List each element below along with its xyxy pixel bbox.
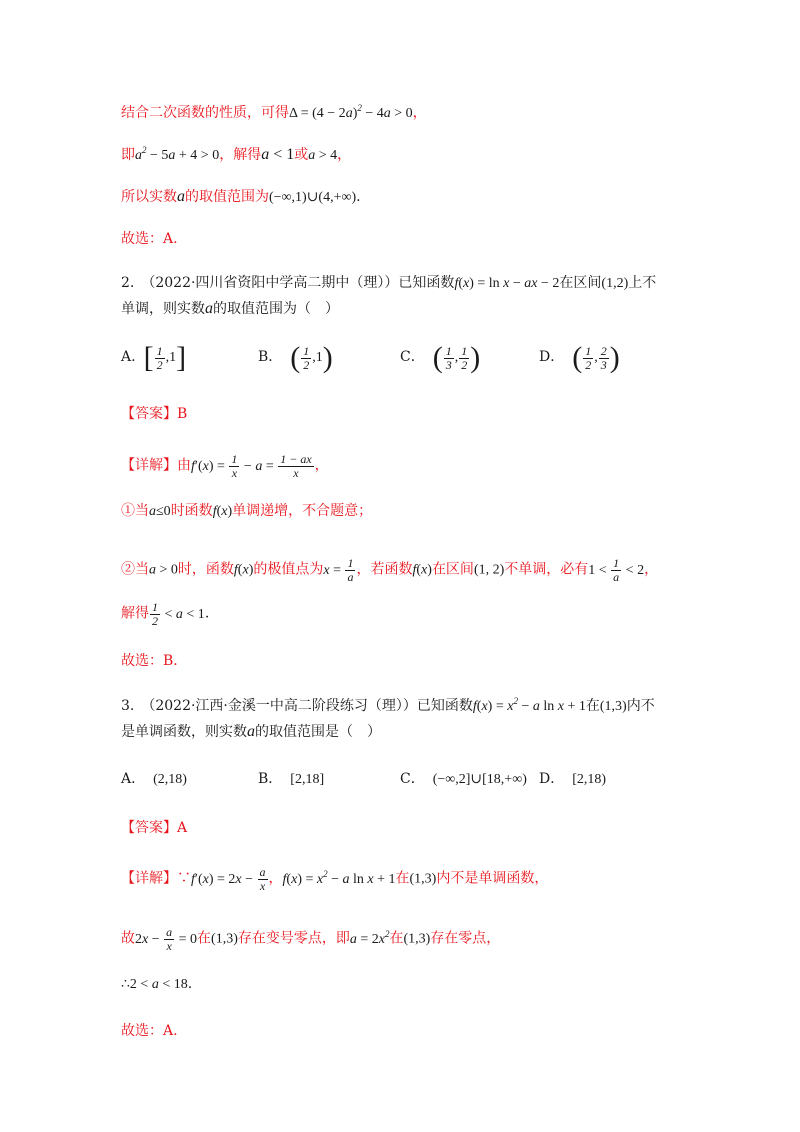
q2-case2: ②当a > 0时，函数f(x)的极值点为x = $\frac{1}{a}$ ，若函数f(x)在区间(1, 2)不单调，必有1 < $\frac{1}{a}$ < 2， xyxy=(121,556,659,584)
q2-case1: ①当a≤0时函数f(x)单调递增，不合题意； xyxy=(121,503,373,519)
q3-line2: 故2x − $\frac{a}{x}$ = 0在(1,3)存在变号零点，即$a = 2x^2$在(1,3)存在零点， xyxy=(121,925,501,953)
q2-stem-line2: 单调，则实数a的取值范围为（ ） xyxy=(121,300,339,317)
q2-option-c[interactable]: C． ( $\frac{1}{3}$ , $\frac{1}{2}$ ) xyxy=(400,341,481,374)
q2-option-d[interactable]: D． ( $\frac{1}{2}$ , $\frac{2}{3}$ ) xyxy=(539,341,620,374)
q3-answer: 【答案】A xyxy=(121,820,188,836)
q2-option-a[interactable]: A. [ $\frac{1}{2}$ ,1] xyxy=(121,341,187,374)
q2-detail: 【详解】由f′(x) = $\frac{1}{x}$ − a = $\frac{1 - ax}{x}$ ， xyxy=(121,452,329,480)
solution-a-gt-4: a > 4 xyxy=(308,148,338,163)
q3-option-a[interactable]: A． (2,18) xyxy=(121,771,187,787)
discriminant-formula: $\Delta = (4 - 2a)^2 - 4a > 0$ xyxy=(289,103,413,121)
q3-detail: 【详解】∵f′(x) = 2x − $\frac{a}{x}$ ，$f(x) = x^2 - a$ ln x + 1在(1,3)内不是单调函数， xyxy=(121,865,549,893)
q2-answer: 【答案】B xyxy=(121,406,188,422)
p1-line3: 所以实数a的取值范围为(−∞,1)∪(4,+∞). xyxy=(121,188,361,205)
range-result: (−∞,1)∪(4,+∞) xyxy=(269,190,357,205)
q3-stem-line2: 是单调函数，则实数a的取值范围是（ ） xyxy=(121,723,381,740)
solution-a-lt-1: a < 1 xyxy=(261,146,295,163)
q2-final: 故选：B. xyxy=(121,653,178,669)
q3-option-b[interactable]: B． [2,18] xyxy=(258,771,325,787)
q3-stem-line1: 3. （2022·江西·金溪一中高二阶段练习（理））已知函数$f(x) = x^2 - a$ ln x + 1在(1,3)内不 xyxy=(121,696,655,714)
q2-derivative: f′(x) = $\frac{1}{x}$ − a = $\frac{1 - ax}{x}$ xyxy=(191,452,312,480)
q2-function: f(x) = ln x − ax − 2 xyxy=(454,276,560,291)
q2-option-b[interactable]: B． ( $\frac{1}{2}$ ,1) xyxy=(258,341,333,374)
quadratic-inequality: $a^2 - 5a + 4 > 0$ xyxy=(135,145,220,163)
q3-function: $f(x) = x^2 - a$ ln x + 1 xyxy=(472,696,586,714)
p1-line1: 结合二次函数的性质，可得$\Delta = (4 - 2a)^2 - 4a > 0$， xyxy=(121,103,427,121)
q3-option-d[interactable]: D． [2,18) xyxy=(539,771,607,787)
q3-final: 故选：A. xyxy=(121,1023,178,1039)
q3-line3: ∴2 < a < 18. xyxy=(121,976,193,992)
q2-solve: 解得 $\frac{1}{2}$ < a < 1. xyxy=(121,600,210,628)
q3-option-c[interactable]: C． (−∞,2]∪[18,+∞) xyxy=(400,771,527,787)
p1-answer: 故选：A. xyxy=(121,231,178,247)
p1-line2: 即$a^2 - 5a + 4 > 0$，解得a < 1或a > 4， xyxy=(121,145,352,163)
q2-stem-line1: 2. （2022·四川省资阳中学高二期中（理））已知函数f(x) = ln x − ax − 2在区间(1,2)上不 xyxy=(121,275,657,291)
